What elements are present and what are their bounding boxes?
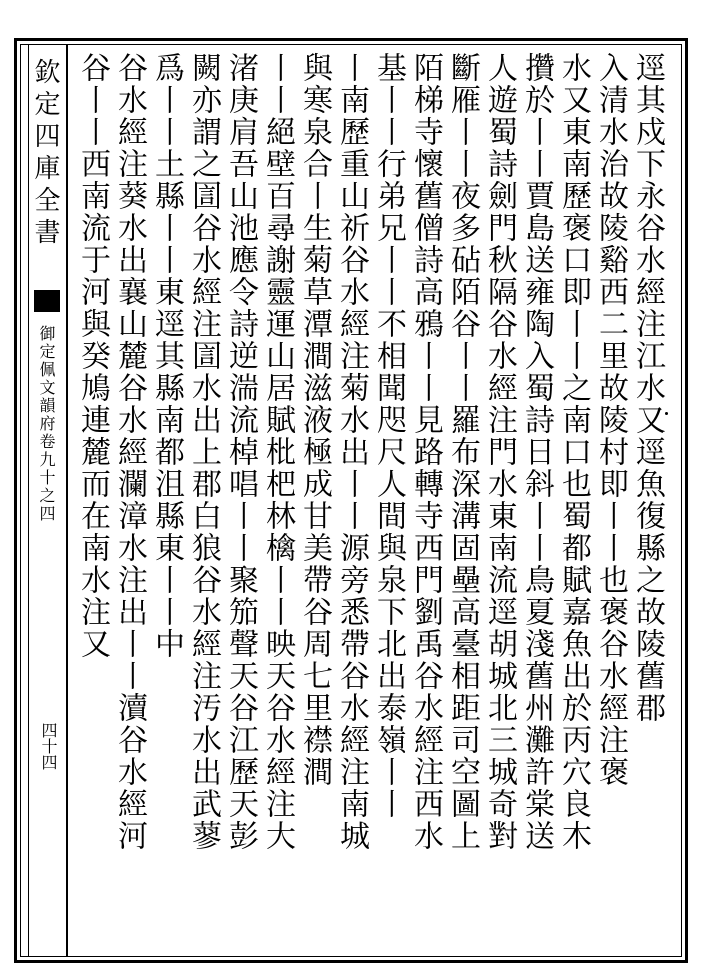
column-text: 丨南歷重山祈谷水經注菊水出丨丨源旁悉帶谷水經注南城 (334, 52, 369, 852)
text-column-5 (482, 52, 522, 957)
text-column-11 (260, 52, 300, 957)
column-text: 谷水經注葵水出襄山麓谷水經瀾漳水注出丨丨瀆谷水經河 (112, 52, 147, 852)
column-text: 攢於丨丨賈島送雍陶入蜀詩日斜丨丨鳥夏淺舊州灘許棠送 (519, 52, 554, 852)
text-column-6 (445, 52, 485, 957)
scan-speck (665, 412, 668, 415)
text-column-7 (408, 52, 448, 957)
section-title: 御定佩文韻府卷九十之四 (37, 325, 56, 523)
column-text: 谷丨丨西南流于河與癸鳩連麓而在南水注又 (75, 52, 110, 660)
margin-rule (66, 44, 68, 957)
column-text: 渚庚肩吾山池應令詩逆湍流棹唱丨丨聚笳聲天谷江歷天彭 (223, 52, 258, 852)
column-text: 逕其戍下永谷水經注江水又逕魚復縣之故陵舊郡 (630, 52, 665, 724)
column-text: 與寒泉合丨生菊草潭澗滋液極成甘美帶谷周七里襟澗 (297, 52, 332, 788)
column-text: 人遊蜀詩劍門秋隔谷水經注門水東南流逕胡城北三城奇對 (482, 52, 517, 852)
text-column-15 (112, 52, 152, 957)
column-text: 陌梯寺懷舊僧詩高鴉丨丨見路轉寺西門劉禹谷水經注西水 (408, 52, 443, 852)
fish-tail-mark (34, 290, 60, 312)
column-text: 基丨丨行弟兄丨丨不相聞咫尺人間與泉下北出泰嶺丨丨 (371, 52, 406, 820)
text-column-8 (371, 52, 411, 957)
column-text: 入清水治故陵谿西二里故陵村即丨丨也褒谷水經注褒 (593, 52, 628, 788)
text-column-4 (519, 52, 559, 957)
text-column-13 (186, 52, 226, 957)
text-column-10 (297, 52, 337, 957)
text-column-3 (556, 52, 596, 957)
column-text: 水又東南歷褒口即丨丨之南口也蜀都賦嘉魚出於丙穴良木 (556, 52, 591, 852)
column-text: 闕亦謂之圁谷水經注圁水出上郡白狼谷水經注汚水出武蓼 (186, 52, 221, 852)
book-title: 欽定四庫全書 (30, 58, 60, 250)
text-column-2 (593, 52, 633, 957)
text-column-14 (149, 52, 189, 957)
margin-rule-left (28, 44, 29, 957)
text-column-1 (630, 52, 670, 957)
column-text: 爲丨丨土縣丨丨東逕其縣南都沮縣東丨丨中 (149, 52, 184, 660)
column-text: 斷雁丨丨夜多砧陌谷丨丨羅布深溝固壘高臺相距司空圖上 (445, 52, 480, 852)
text-column-16 (75, 52, 115, 957)
text-column-12 (223, 52, 263, 957)
page-number: 四十四 (39, 722, 58, 770)
column-text: 丨丨絕壁百尋謝靈運山居賦枇杷林檎丨丨映天谷水經注大 (260, 52, 295, 852)
text-column-9 (334, 52, 374, 957)
